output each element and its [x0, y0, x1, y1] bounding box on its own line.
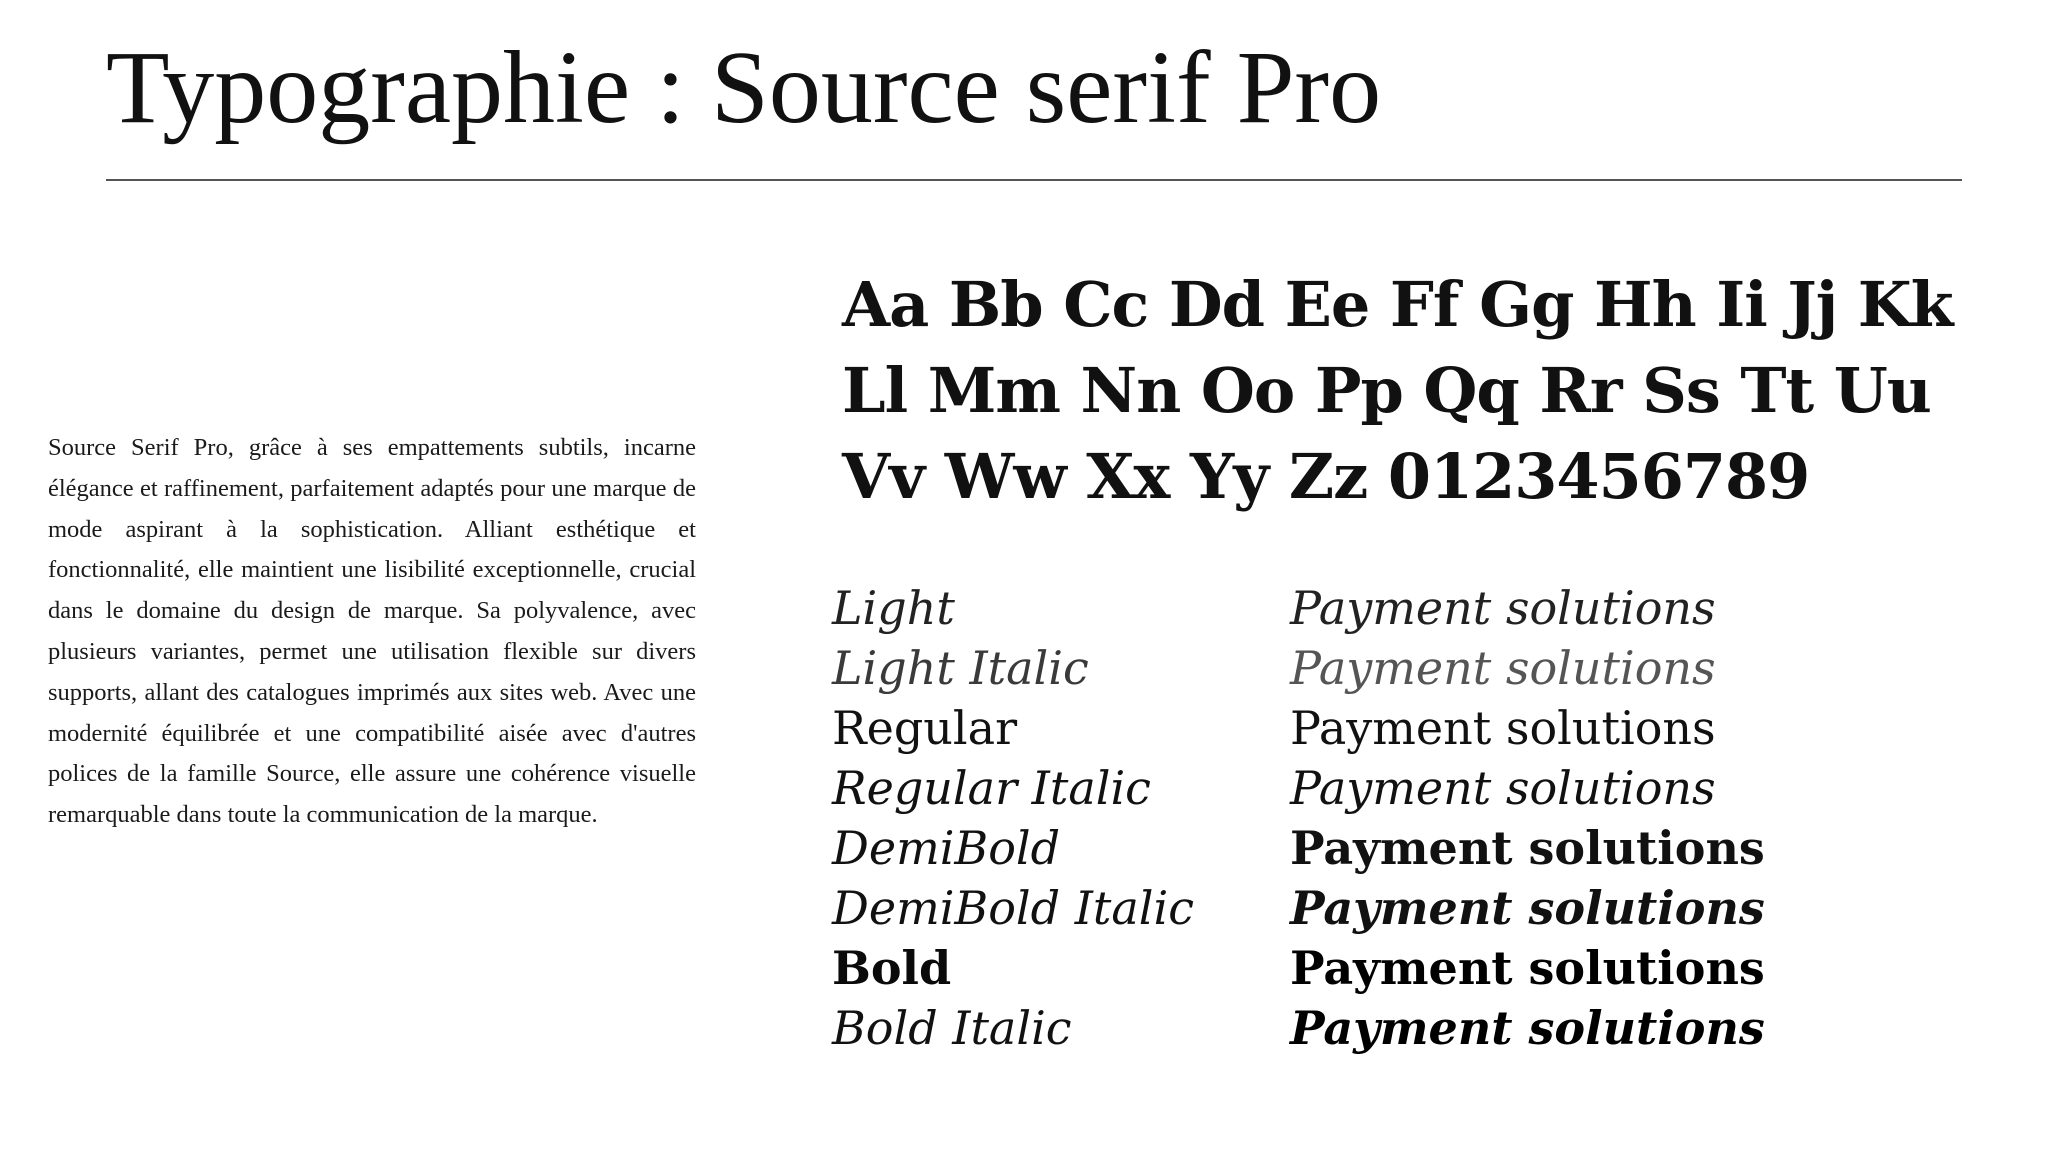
- weight-sample: Payment solutions: [1290, 821, 1765, 875]
- weight-row-bold: [832, 938, 1982, 998]
- page-title: Typographie : Source serif Pro: [106, 30, 1382, 145]
- alphabet-specimen: [842, 262, 1953, 520]
- weight-row-bold-italic: [832, 998, 1982, 1058]
- weight-sample: Payment solutions: [1290, 641, 1716, 695]
- font-description: Source Serif Pro, grâce à ses empattements subtils, incarne élégance et raffinement, parfaitement adaptés pour une marque de mode aspirant à la sophistication. Alliant esthétique et fonctionnalité, elle maintient une lisibilité exceptionnelle, crucial dans le domaine du design de marque. Sa polyvalence, avec plusieurs variantes, permet une utilisation flexible sur divers supports, allant des catalogues imprimés aux sites web. Avec une modernité équilibrée et une compatibilité aisée avec d'autres polices de la famille Source, elle assure une cohérence visuelle remarquable dans toute la communication de la marque.: [48, 434, 696, 829]
- weight-sample: Payment solutions: [1290, 701, 1716, 755]
- weight-row-demibold-italic: [832, 878, 1982, 938]
- title-divider: [106, 179, 1962, 181]
- weights-specimen: [832, 578, 1982, 1058]
- weight-sample: Payment solutions: [1290, 761, 1716, 815]
- weight-name: Regular: [832, 701, 1018, 755]
- weight-sample: Payment solutions: [1290, 581, 1716, 635]
- weight-name: DemiBold Italic: [832, 881, 1194, 935]
- weight-sample: Payment solutions: [1290, 941, 1765, 995]
- weight-row-light-italic: [832, 638, 1982, 698]
- alphabet-line-3: Vv Ww Xx Yy Zz 0123456789: [842, 440, 1810, 513]
- weight-name: Bold Italic: [832, 1001, 1072, 1055]
- weight-sample: Payment solutions: [1290, 881, 1765, 935]
- weight-sample: Payment solutions: [1290, 1001, 1765, 1055]
- weight-name: Light: [832, 581, 955, 635]
- weight-name: Light Italic: [832, 641, 1089, 695]
- alphabet-line-2: Ll Mm Nn Oo Pp Qq Rr Ss Tt Uu: [842, 354, 1931, 427]
- weight-row-regular-italic: [832, 758, 1982, 818]
- weight-name: DemiBold: [832, 821, 1061, 875]
- alphabet-line-1: Aa Bb Cc Dd Ee Ff Gg Hh Ii Jj Kk: [842, 268, 1953, 341]
- weight-name: Bold: [832, 941, 952, 995]
- weight-name: Regular Italic: [832, 761, 1151, 815]
- weight-row-light: [832, 578, 1982, 638]
- weight-row-demibold: [832, 818, 1982, 878]
- weight-row-regular: [832, 698, 1982, 758]
